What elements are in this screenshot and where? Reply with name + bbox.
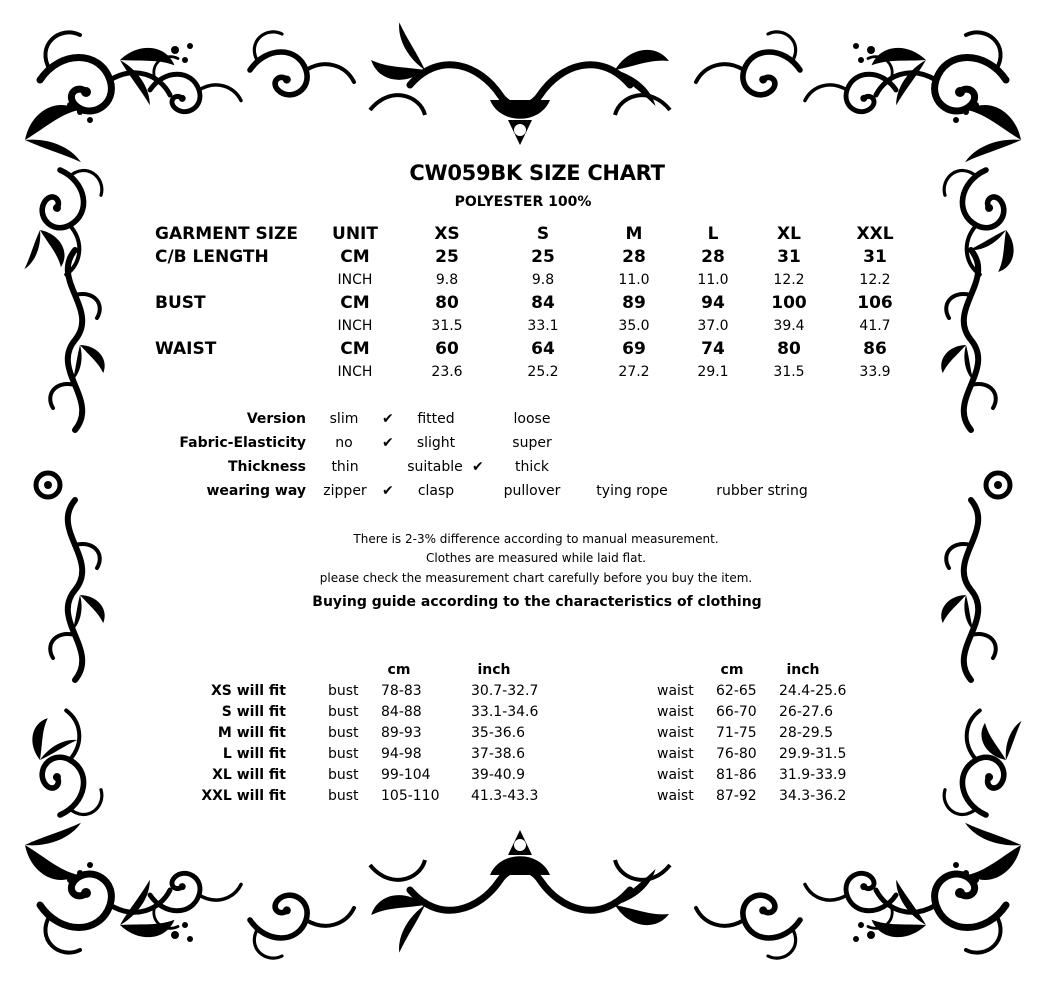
- fit-bust-cm: 89-93: [381, 725, 422, 741]
- attr-option: no: [335, 435, 353, 451]
- fit-waist-word: waist: [657, 788, 694, 804]
- fit-header-cm: cm: [387, 662, 411, 678]
- value-cm: 28: [701, 247, 725, 267]
- value-cm: 86: [863, 339, 887, 359]
- fit-waist-cm: 81-86: [716, 767, 757, 783]
- fit-bust-word: bust: [328, 725, 359, 741]
- unit-cm: CM: [340, 293, 370, 313]
- fit-header-inch: inch: [477, 662, 511, 678]
- buying-guide-title: Buying guide according to the characteristics of clothing: [312, 594, 762, 610]
- value-inch: 31.5: [773, 364, 805, 380]
- fit-waist-word: waist: [657, 704, 694, 720]
- value-inch: 39.4: [773, 318, 805, 334]
- value-cm: 25: [435, 247, 459, 267]
- value-cm: 94: [701, 293, 725, 313]
- unit-cm: CM: [340, 247, 370, 267]
- header-xxl: XXL: [856, 224, 894, 244]
- value-inch: 23.6: [431, 364, 463, 380]
- fit-waist-cm: 62-65: [716, 683, 757, 699]
- value-inch: 25.2: [527, 364, 559, 380]
- attr-option: super: [512, 435, 552, 451]
- value-inch: 41.7: [859, 318, 891, 334]
- value-inch: 12.2: [773, 272, 805, 288]
- value-inch: 11.0: [618, 272, 650, 288]
- value-cm: 106: [857, 293, 893, 313]
- unit-inch: INCH: [337, 364, 373, 380]
- attr-option: slight: [416, 435, 456, 451]
- fit-bust-inch: 37-38.6: [471, 746, 526, 762]
- fit-waist-cm: 71-75: [716, 725, 757, 741]
- value-inch: 37.0: [697, 318, 729, 334]
- value-cm: 100: [771, 293, 807, 313]
- fit-bust-inch: 35-36.6: [471, 725, 526, 741]
- note-line: please check the measurement chart carefully before you buy the item.: [319, 571, 753, 585]
- header-m: M: [625, 224, 643, 244]
- fit-waist-word: waist: [657, 767, 694, 783]
- attr-option: loose: [513, 411, 551, 427]
- fit-size-label: S will fit: [221, 704, 286, 720]
- attr-option: tying rope: [596, 483, 668, 499]
- note-line: There is 2-3% difference according to manual measurement.: [353, 532, 719, 546]
- unit-cm: CM: [340, 339, 370, 359]
- fit-waist-word: waist: [657, 746, 694, 762]
- value-cm: 84: [531, 293, 555, 313]
- value-inch: 9.8: [531, 272, 555, 288]
- value-inch: 11.0: [697, 272, 729, 288]
- header-s: S: [536, 224, 550, 244]
- header-l: L: [707, 224, 719, 244]
- fit-size-label: L will fit: [222, 746, 286, 762]
- attr-option: pullover: [503, 483, 561, 499]
- fit-waist-inch: 29.9-31.5: [779, 746, 847, 762]
- fit-bust-cm: 84-88: [381, 704, 422, 720]
- header-unit: UNIT: [332, 224, 378, 244]
- fit-waist-word: waist: [657, 725, 694, 741]
- note-line: Clothes are measured while laid flat.: [426, 551, 646, 565]
- fit-waist-word: waist: [657, 683, 694, 699]
- material-label: POLYESTER 100%: [454, 194, 592, 210]
- fit-size-label: M will fit: [217, 725, 286, 741]
- fit-waist-cm: 87-92: [716, 788, 757, 804]
- attr-option: thick: [514, 459, 550, 475]
- attr-option: fitted: [417, 411, 455, 427]
- fit-bust-word: bust: [328, 788, 359, 804]
- chart-title: CW059BK SIZE CHART: [409, 161, 665, 185]
- value-cm: 80: [777, 339, 801, 359]
- fit-size-label: XL will fit: [212, 767, 286, 783]
- header-xl: XL: [777, 224, 801, 244]
- fit-bust-word: bust: [328, 704, 359, 720]
- fit-bust-inch: 33.1-34.6: [471, 704, 539, 720]
- value-inch: 29.1: [697, 364, 729, 380]
- fit-bust-cm: 78-83: [381, 683, 422, 699]
- attr-label-wearing-way: wearing way: [206, 483, 306, 499]
- fit-bust-inch: 30.7-32.7: [471, 683, 539, 699]
- value-cm: 60: [435, 339, 459, 359]
- attr-option: thin: [331, 459, 359, 475]
- fit-bust-inch: 39-40.9: [471, 767, 526, 783]
- value-cm: 25: [531, 247, 555, 267]
- fit-header-inch: inch: [786, 662, 820, 678]
- unit-inch: INCH: [337, 318, 373, 334]
- row-label-waist: WAIST: [155, 339, 217, 359]
- fit-waist-inch: 34.3-36.2: [779, 788, 847, 804]
- fit-bust-word: bust: [328, 746, 359, 762]
- header-xs: XS: [434, 224, 460, 244]
- fit-waist-inch: 31.9-33.9: [779, 767, 847, 783]
- check-icon: ✔: [382, 483, 394, 499]
- unit-inch: INCH: [337, 272, 373, 288]
- attr-option: clasp: [417, 483, 455, 499]
- value-inch: 27.2: [618, 364, 650, 380]
- value-inch: 12.2: [859, 272, 891, 288]
- fit-size-label: XXL will fit: [201, 788, 286, 804]
- value-cm: 80: [435, 293, 459, 313]
- value-cm: 31: [863, 247, 887, 267]
- fit-bust-cm: 105-110: [381, 788, 440, 804]
- value-cm: 69: [622, 339, 646, 359]
- fit-bust-word: bust: [328, 767, 359, 783]
- attr-label-fabric-elasticity: Fabric-Elasticity: [179, 435, 306, 451]
- value-cm: 89: [622, 293, 646, 313]
- fit-waist-inch: 28-29.5: [779, 725, 834, 741]
- check-icon: ✔: [472, 459, 484, 475]
- check-icon: ✔: [382, 435, 394, 451]
- fit-header-cm: cm: [720, 662, 744, 678]
- fit-size-label: XS will fit: [210, 683, 286, 699]
- fit-bust-cm: 94-98: [381, 746, 422, 762]
- value-cm: 64: [531, 339, 555, 359]
- fit-waist-inch: 26-27.6: [779, 704, 834, 720]
- value-inch: 9.8: [435, 272, 459, 288]
- fit-waist-cm: 66-70: [716, 704, 757, 720]
- check-icon: ✔: [382, 411, 394, 427]
- fit-bust-inch: 41.3-43.3: [471, 788, 539, 804]
- fit-waist-cm: 76-80: [716, 746, 757, 762]
- value-inch: 31.5: [431, 318, 463, 334]
- fit-waist-inch: 24.4-25.6: [779, 683, 847, 699]
- attr-option: slim: [329, 411, 359, 427]
- attr-option: suitable: [407, 459, 463, 475]
- attr-option: zipper: [323, 483, 367, 499]
- value-inch: 35.0: [618, 318, 650, 334]
- fit-bust-word: bust: [328, 683, 359, 699]
- attr-label-thickness: Thickness: [227, 459, 306, 475]
- row-label-cb-length: C/B LENGTH: [155, 247, 269, 267]
- fit-bust-cm: 99-104: [381, 767, 431, 783]
- attr-option: rubber string: [716, 483, 808, 499]
- value-cm: 74: [701, 339, 725, 359]
- attr-label-version: Version: [246, 411, 306, 427]
- value-cm: 31: [777, 247, 801, 267]
- value-inch: 33.9: [859, 364, 891, 380]
- header-garment-size: GARMENT SIZE: [155, 224, 298, 244]
- value-cm: 28: [622, 247, 646, 267]
- value-inch: 33.1: [527, 318, 559, 334]
- row-label-bust: BUST: [155, 293, 206, 313]
